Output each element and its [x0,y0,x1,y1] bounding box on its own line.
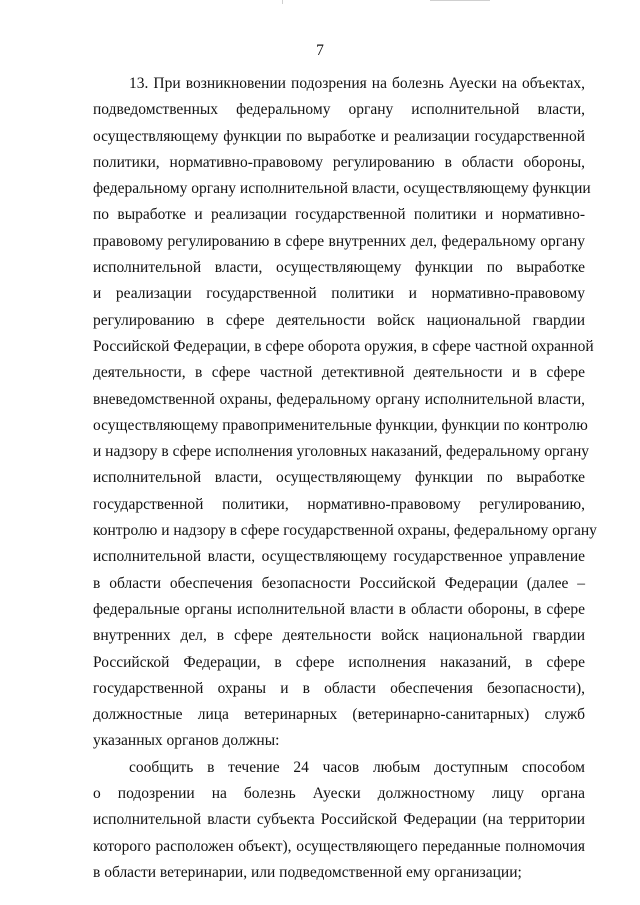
scan-artifact [430,0,490,1]
paragraph-line: федеральные органы исполнительной власти в области обороны, в сфере [93,600,585,618]
paragraph-line: о подозрении на болезнь Ауески должностному лицу органа [93,785,585,803]
paragraph-line: подведомственных федеральному органу исполнительной власти, [93,101,585,119]
paragraph-line: которого расположен объект), осуществляющего переданные полномочия [93,837,585,855]
paragraph-line: 13. При возникновении подозрения на болезнь Ауески на объектах, [129,75,585,92]
paragraph-line: по выработке и реализации государственной политики и нормативно- [93,206,585,224]
paragraph-line: контролю и надзору в сфере государственной охраны, федеральному органу [93,522,597,540]
paragraph-line: политики, нормативно-правовому регулированию в области обороны, [93,153,585,171]
paragraph-line: регулированию в сфере деятельности войск национальной гвардии [93,311,585,329]
paragraph-line: федеральному органу исполнительной власти, осуществляющему функции [93,180,591,198]
paragraph-line: Российской Федерации, в сфере исполнения наказаний, в сфере [93,653,585,671]
page-number: 7 [316,42,324,59]
paragraph-line: исполнительной власти субъекта Российской Федерации (на территории [93,811,585,829]
paragraph-line: должностные лица ветеринарных (ветеринарно-санитарных) служб [93,706,585,724]
paragraph-line: государственной охраны и в области обеспечения безопасности), [93,679,585,697]
paragraph-line: внутренних дел, в сфере деятельности войск национальной гвардии [93,627,585,645]
paragraph-line: в области ветеринарии, или подведомственной ему организации; [93,863,522,881]
paragraph-line: и реализации государственной политики и нормативно-правовому [93,285,585,303]
paragraph-line: указанных органов должны: [93,732,280,750]
scan-artifact [282,0,283,4]
paragraph-line: деятельности, в сфере частной детективной деятельности и в сфере [93,364,585,382]
paragraph-line: исполнительной власти, осуществляющему функции по выработке [93,259,585,277]
paragraph-line: исполнительной власти, осуществляющему функции по выработке [93,469,585,487]
document-body [93,71,597,886]
paragraph-line: правовому регулированию в сфере внутренних дел, федеральному органу [93,232,585,250]
paragraph-line: Российской Федерации, в сфере оборота оружия, в сфере частной охранной [93,337,594,355]
paragraph-line: сообщить в течение 24 часов любым доступным способом [129,758,585,776]
paragraph-line: в области обеспечения безопасности Российской Федерации (далее – [93,574,585,592]
paragraph-line: и надзору в сфере исполнения уголовных наказаний, федеральному органу [93,443,589,461]
paragraph-line: осуществляющему функции по выработке и реализации государственной [93,127,585,145]
paragraph-line: вневедомственной охраны, федеральному органу исполнительной власти, [93,390,585,408]
paragraph-line: осуществляющему правоприменительные функции, функции по контролю [93,416,588,434]
paragraph-line: государственной политики, нормативно-правовому регулированию, [93,495,585,513]
paragraph-line: исполнительной власти, осуществляющему государственное управление [93,548,585,566]
